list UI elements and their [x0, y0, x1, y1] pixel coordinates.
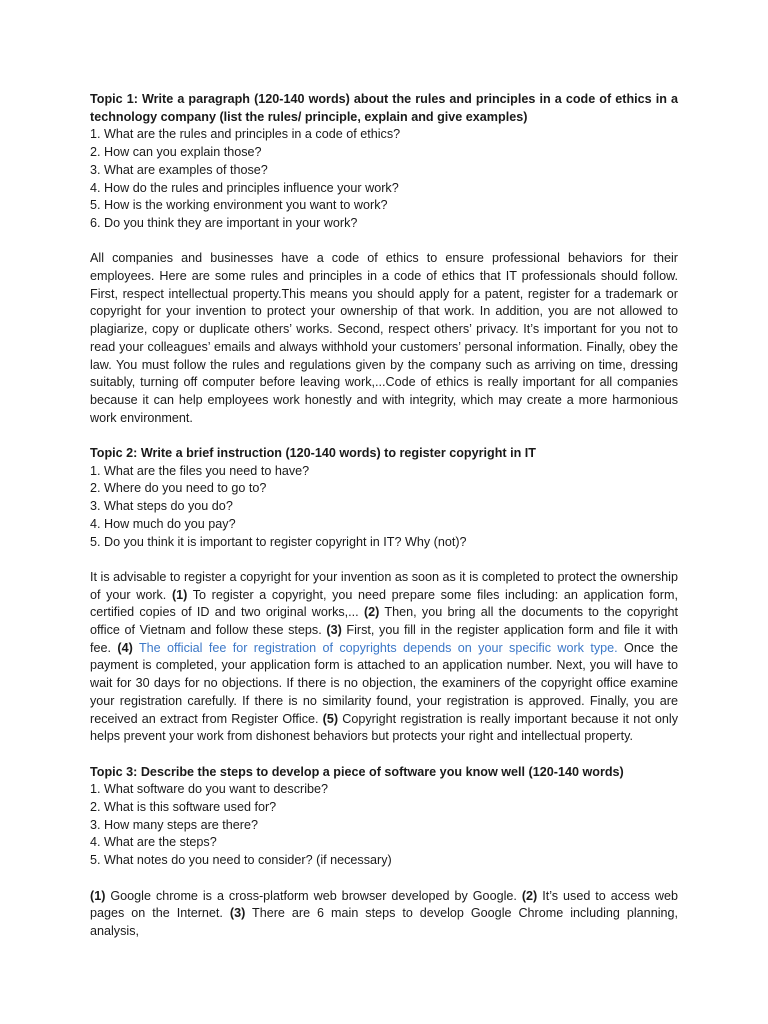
- question-item: 5. How is the working environment you want to work?: [90, 198, 388, 213]
- answer-text: There are 6 main steps to develop Google Chrome including planning, analysis,: [90, 906, 678, 938]
- topic-1-heading: Topic 1: Write a paragraph (120-140 words) about the rules and principles in a code of ethics in a technology company (list the rules/ principle, explain and give examples): [90, 92, 678, 124]
- step-marker: (1): [90, 888, 106, 903]
- question-item: 6. Do you think they are important in your work?: [90, 215, 358, 230]
- question-item: 4. What are the steps?: [90, 835, 217, 850]
- topic-3-section: [90, 764, 678, 941]
- question-item: 5. What notes do you need to consider? (if necessary): [90, 853, 392, 868]
- step-marker: (3): [229, 906, 246, 921]
- topic-2-questions: [90, 463, 678, 552]
- topic-2-section: [90, 445, 678, 746]
- topic-2-answer: [90, 569, 678, 746]
- answer-text: Once the payment is completed, your application form is attached to an application number. Next, you will have to wait for 30 days for no objections. If there is no objection, the examiners of the copyright office examine your registration carefully. If there is no similarity found, your registration is approved. Finally, you are received an extract from Register Office.: [90, 640, 679, 726]
- topic-1-answer: All companies and businesses have a code of ethics to ensure professional behaviors for their employees. Here are some rules and principles in a code of ethics that IT professionals should follow. First, respect intellectual property.This means you should apply for a patent, register for a trademark or copyright for your invention to protect your ownership of that work. In addition, you are not allowed to plagiarize, copy or duplicate others’ works. Second, respect others’ privacy. It’s important for you not to read your colleagues’ emails and always withhold your customers’ personal information. Finally, obey the law. You must follow the rules and regulations given by the company such as arriving on time, dressing suitably, turning off computer before leaving work,...Code of ethics is really important for all companies because it can help employees work honestly and with integrity, which may create a more harmonious work environment.: [90, 251, 678, 425]
- step-marker: (4): [117, 640, 133, 655]
- question-item: 1. What are the files you need to have?: [90, 463, 310, 478]
- answer-text: First, you fill in the register application form and file it with fee.: [90, 623, 679, 655]
- question-item: 2. What is this software used for?: [90, 800, 277, 815]
- question-item: 3. What steps do you do?: [90, 499, 233, 514]
- answer-text: Copyright registration is really important because it not only helps prevent your work from dishonest behaviors but protects your right and intellectual property.: [90, 711, 678, 744]
- topic-2-heading: Topic 2: Write a brief instruction (120-140 words) to register copyright in IT: [90, 446, 536, 461]
- question-item: 2. Where do you need to go to?: [90, 481, 267, 496]
- question-item: 1. What software do you want to describe?: [90, 782, 329, 797]
- topic-3-questions: [90, 781, 678, 870]
- answer-text: Google chrome is a cross-platform web browser developed by Google.: [110, 888, 517, 903]
- step-marker: (2): [363, 605, 380, 620]
- question-item: 3. How many steps are there?: [90, 817, 258, 832]
- topic-1-section: [90, 91, 678, 427]
- question-item: 2. How can you explain those?: [90, 145, 262, 160]
- step-marker: (2): [521, 888, 538, 903]
- answer-text: Then, you bring all the documents to the copyright office of Vietnam and follow these steps.: [90, 605, 679, 638]
- fee-link[interactable]: The official fee for registration of copyrights depends on your specific work type.: [138, 640, 618, 655]
- answer-text: To register a copyright, you need prepare some files including: an application form, certified copies of ID and two original works,...: [90, 587, 678, 620]
- question-item: 5. Do you think it is important to register copyright in IT? Why (not)?: [90, 534, 467, 549]
- topic-3-heading: Topic 3: Describe the steps to develop a piece of software you know well (120-140 words): [90, 764, 624, 779]
- answer-text: It is advisable to register a copyright for your invention as soon as it is completed to protect the ownership of your work.: [90, 569, 678, 602]
- step-marker: (5): [322, 711, 339, 726]
- question-item: 1. What are the rules and principles in a code of ethics?: [90, 127, 401, 142]
- question-item: 4. How do the rules and principles influence your work?: [90, 180, 399, 195]
- answer-text: It’s used to access web pages on the Internet.: [90, 888, 679, 921]
- question-item: 3. What are examples of those?: [90, 162, 268, 177]
- step-marker: (3): [326, 623, 342, 638]
- step-marker: (1): [171, 587, 188, 602]
- topic-1-questions: [90, 126, 678, 232]
- question-item: 4. How much do you pay?: [90, 516, 236, 531]
- topic-3-answer: [90, 888, 678, 941]
